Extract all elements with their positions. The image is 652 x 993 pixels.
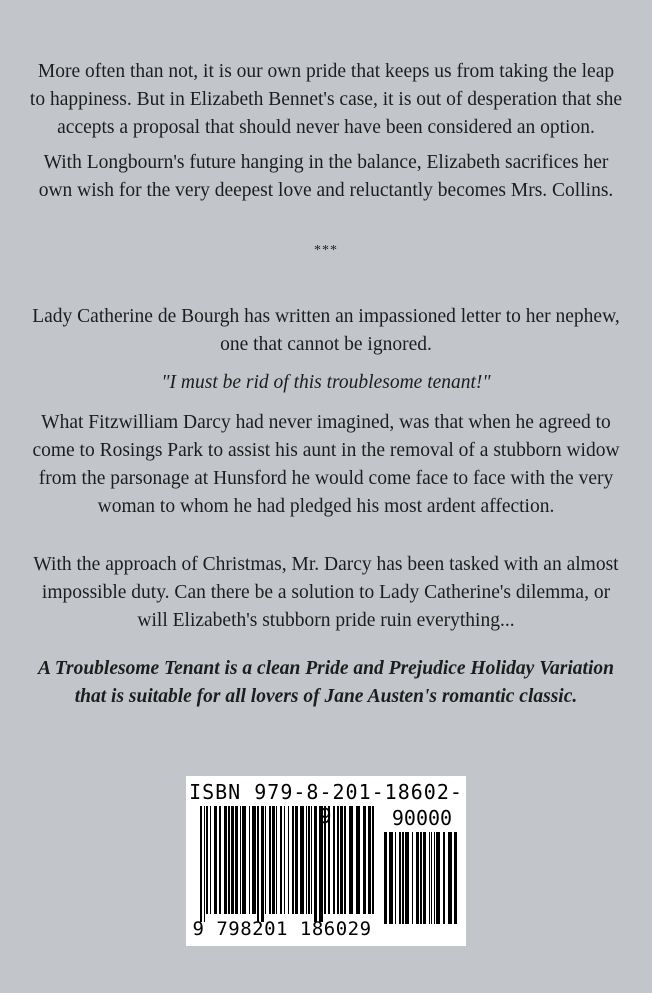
back-cover-blurb	[28, 58, 624, 711]
barcode-bar	[384, 832, 387, 924]
barcode-bar	[399, 832, 401, 924]
barcode-bar	[443, 832, 445, 924]
barcode-bar	[434, 832, 435, 924]
barcode-bar	[431, 832, 432, 924]
barcode-digits: 9 798201 186029	[192, 918, 372, 940]
isbn-barcode	[186, 776, 466, 946]
barcode-bar	[454, 832, 457, 924]
section-separator: ***	[314, 243, 338, 258]
barcode-bar	[389, 832, 393, 924]
blurb-paragraph-3: Lady Catherine de Bourgh has written an impassioned letter to her nephew, one that cannot be ignored.	[32, 306, 620, 355]
barcode-bar	[395, 832, 396, 924]
barcode-bar	[416, 832, 419, 924]
barcode-bar	[436, 832, 440, 924]
blurb-paragraph-1: More often than not, it is our own pride that keeps us from taking the leap to happiness. But in Elizabeth Bennet's case, it is out of desperation that she accepts a proposal that should never have been considered an option.	[29, 61, 623, 138]
blurb-paragraph-5: With the approach of Christmas, Mr. Darcy has been tasked with an almost impossible duty. Can there be a solution to Lady Catherine's dilemma, or will Elizabeth's stubborn pride ruin everything...	[33, 554, 619, 631]
barcode-bar	[429, 832, 430, 924]
barcode-bar	[402, 832, 404, 924]
barcode-bar	[423, 832, 426, 924]
barcode-bar	[448, 832, 452, 924]
book-tagline: A Troublesome Tenant is a clean Pride and Prejudice Holiday Variation that is suitable for all lovers of Jane Austen's romantic classic.	[37, 658, 614, 707]
letter-quote: "I must be rid of this troublesome tenant!"	[161, 372, 491, 393]
blurb-paragraph-2: With Longbourn's future hanging in the balance, Elizabeth sacrifices her own wish for the very deepest love and reluctantly becomes Mrs. Collins.	[38, 152, 614, 201]
barcode-bar	[412, 832, 413, 924]
barcode-bar	[405, 832, 409, 924]
barcode-bar	[420, 832, 422, 924]
blurb-paragraph-4: What Fitzwilliam Darcy had never imagined, was that when he agreed to come to Rosings Park to assist his aunt in the removal of a stubborn widow from the parsonage at Hunsford he would come face to face with the very woman to whom he had pledged his most ardent affection.	[32, 412, 620, 517]
isbn-label: ISBN 979-8-201-18602-9	[189, 780, 463, 828]
price-addon-number: 90000	[391, 806, 453, 830]
